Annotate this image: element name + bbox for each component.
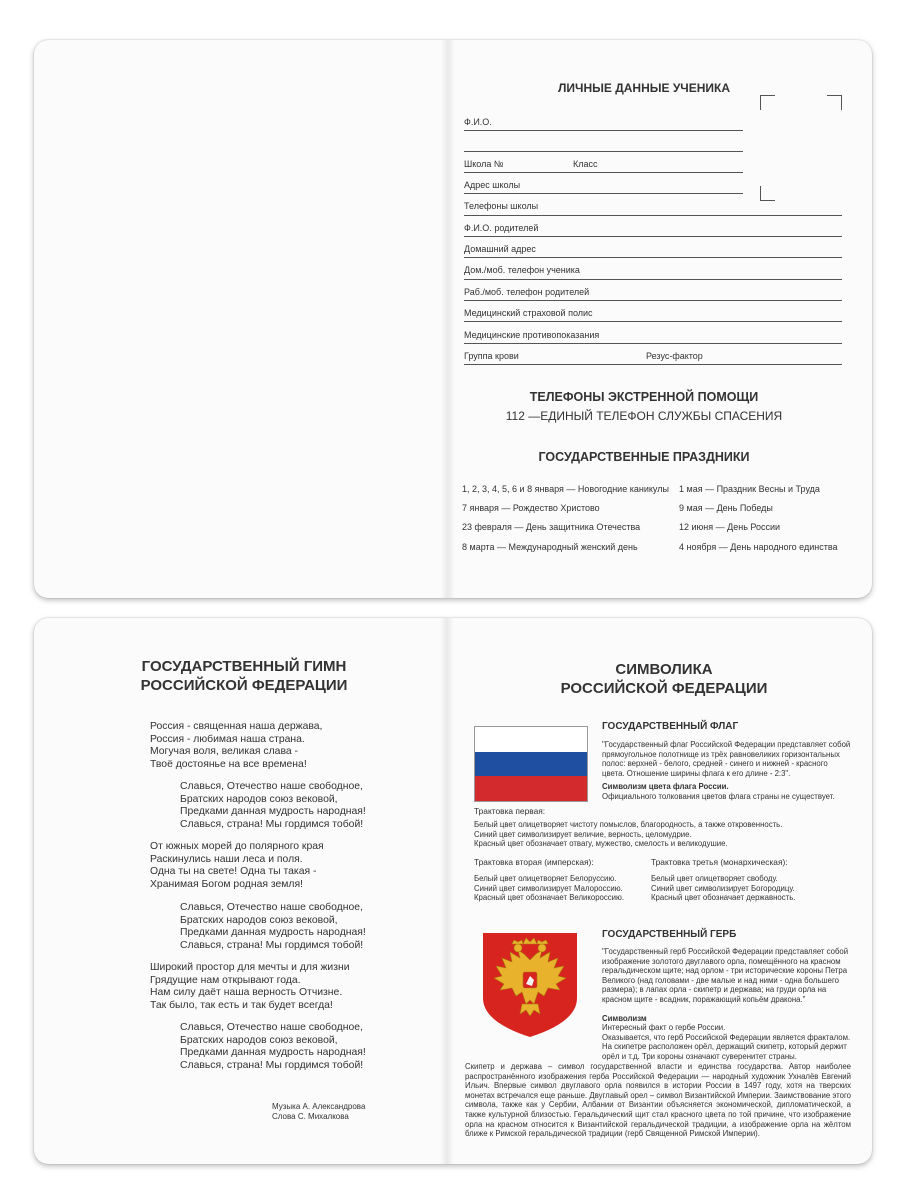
- coat-title: ГОСУДАРСТВЕННЫЙ ГЕРБ: [602, 929, 737, 940]
- flag-title: ГОСУДАРСТВЕННЫЙ ФЛАГ: [602, 721, 739, 732]
- flag-symbolism-title: Символизм цвета флага России.: [602, 782, 729, 791]
- field-insurance-label: Медицинский страховой полис: [464, 308, 593, 318]
- field-home-address-label: Домашний адрес: [464, 244, 536, 254]
- flag-interpretation-3-title: Трактовка третья (монархическая):: [651, 857, 788, 867]
- anthem-title-line1: ГОСУДАРСТВЕННЫЙ ГИМН: [141, 658, 347, 675]
- field-fio-label: Ф.И.О.: [464, 117, 492, 127]
- holiday-right-1: 1 мая — Праздник Весны и Труда: [679, 484, 820, 494]
- field-fio-line: [464, 130, 743, 131]
- holiday-left-1: 1, 2, 3, 4, 5, 6 и 8 января — Новогодние каникулы: [462, 484, 669, 494]
- anthem-verse-3: Широкий простор для мечты и для жизни Грядущие нам открывают года. Нам силу даёт наша верность Отчизне. Так было, так есть и так будет всегда!: [150, 962, 350, 1011]
- field-school-address-label: Адрес школы: [464, 180, 521, 190]
- field-contraindications-label: Медицинские противопоказания: [464, 330, 600, 340]
- field-school-phones-label: Телефоны школы: [464, 201, 539, 211]
- anthem-chorus-2: Славься, Отечество наше свободное, Братских народов союз вековой, Предками данная мудрость народная! Славься, страна! Мы гордимся тобой!: [180, 902, 366, 951]
- flag-interpretation-2-text: Белый цвет олицетворяет Белоруссию. Синий цвет символизирует Малороссию. Красный цвет обозначает Великороссию.: [474, 874, 625, 903]
- emergency-line: 112 —ЕДИНЫЙ ТЕЛЕФОН СЛУЖБЫ СПАСЕНИЯ: [505, 409, 783, 423]
- flag-interpretation-1-title: Трактовка первая:: [474, 806, 546, 816]
- coat-symbolism-title: Символизм: [602, 1014, 647, 1023]
- flag-interpretation-2-title: Трактовка вторая (имперская):: [474, 857, 594, 867]
- flag-description: "Государственный флаг Российской Федерации представляет собой прямоугольное полотнище из трёх равновеликих горизонтальных полос: верхней - белого, средней - синего и нижней - красного цвета. Отношение ширины флага к его длине - 2:3".: [602, 740, 851, 778]
- flag-symbolism-text: Официального толкования цветов флага страны не существует.: [602, 792, 835, 801]
- field-student-phone-line: [464, 279, 842, 280]
- emergency-title: ТЕЛЕФОНЫ ЭКСТРЕННОЙ ПОМОЩИ: [529, 390, 759, 404]
- photo-corner-bl: [760, 186, 775, 201]
- flag-white-stripe: [475, 727, 587, 752]
- holiday-left-3: 23 февраля — День защитника Отечества: [462, 522, 641, 532]
- spread-fold: [441, 40, 455, 598]
- holidays-title: ГОСУДАРСТВЕННЫЕ ПРАЗДНИКИ: [538, 450, 750, 464]
- holiday-right-2: 9 мая — День Победы: [679, 503, 773, 513]
- holiday-left-4: 8 марта — Международный женский день: [462, 542, 638, 552]
- field-contraindications-line: [464, 343, 842, 344]
- symbols-title-line2: РОССИЙСКОЙ ФЕДЕРАЦИИ: [560, 680, 768, 697]
- coat-symbolism-text: Интересный факт о гербе России. Оказывается, что герб Российской Федерации является фракталом. На скипетре расположен орёл, держащий скипетр, который держит орёл и т.д. Три короны означают суверенитет страны.: [602, 1023, 851, 1061]
- flag-blue-stripe: [475, 752, 587, 777]
- symbols-title-line1: СИМВОЛИКА: [615, 661, 713, 678]
- top-spread: [34, 40, 872, 598]
- bottom-spread: [34, 618, 872, 1164]
- anthem-title-line2: РОССИЙСКОЙ ФЕДЕРАЦИИ: [140, 677, 348, 694]
- holiday-right-3: 12 июня — День России: [679, 522, 781, 532]
- field-insurance-line: [464, 321, 842, 322]
- field-school-line: [464, 172, 743, 173]
- coat-history-text: Скипетр и держава – символ государственной власти и единства государства. Автор наиболее распространённого изображения герба Российской Федерации — народный художник Ухналёв Евгений Ильич. Впервые символ двуглавого орла появился в истории России в 1497 году, хотя на тверских монетах встречался еще раньше. Двуглавый орел – символ Византийской Империи. Заимствование этого символа, также как у Сербии, Албании от Византии объясняется экономической, дипломатической, а также культурной близостью. Геральдический щит стал красного цвета по той причине, что изображение орла на красном относится к Византийской геральдической традиции, а изображение орла на жёлтом ближе к Римской геральдической традиции (герб Священной Римской Империи).: [465, 1062, 851, 1139]
- spread-fold-bottom: [440, 618, 454, 1164]
- field-class-label: Класс: [573, 159, 598, 169]
- anthem-chorus-3: Славься, Отечество наше свободное, Братских народов союз вековой, Предками данная мудрость народная! Славься, страна! Мы гордимся тобой!: [180, 1022, 366, 1071]
- field-home-address-line: [464, 257, 842, 258]
- field-school-address-line: [464, 193, 743, 194]
- anthem-verse-2: От южных морей до полярного края Раскинулись наши леса и поля. Одна ты на свете! Одна ты такая - Хранимая Богом родная земля!: [150, 841, 324, 890]
- field-school-label: Школа №: [464, 159, 504, 169]
- photo-corner-tr: [827, 95, 842, 110]
- coat-of-arms-image: [480, 930, 580, 1040]
- flag-interpretation-3-text: Белый цвет олицетворяет свободу. Синий цвет символизирует Богородицу. Красный цвет обозначает державность.: [651, 874, 796, 903]
- russian-flag-image: [474, 726, 588, 802]
- field-blood-group-label: Группа крови: [464, 351, 519, 361]
- anthem-verse-1: Россия - священная наша держава, Россия - любимая наша страна. Могучая воля, великая слава - Твоё достоянье на все времена!: [150, 721, 323, 770]
- personal-data-title: ЛИЧНЫЕ ДАННЫЕ УЧЕНИКА: [557, 81, 731, 95]
- anthem-chorus-1: Славься, Отечество наше свободное, Братских народов союз вековой, Предками данная мудрость народная! Славься, страна! Мы гордимся тобой!: [180, 781, 366, 830]
- coat-description: "Государственный герб Российской Федерации представляет собой изображение золотого двуглавого орла, помещённого на красном геральдическом щите; над орлом - три исторические короны Петра Великого (над головами - две малые и над ними - одна большего размера); в лапах орла - скипетр и держава; на груди орла на красном щите - всадник, поражающий копьём дракона.": [602, 947, 849, 1004]
- field-parents-phone-line: [464, 300, 842, 301]
- anthem-credits: Музыка А. Александрова Слова С. Михалкова: [272, 1102, 366, 1121]
- flag-interpretation-1-text: Белый цвет олицетворяет чистоту помыслов, благородность, а также откровенность. Синий цвет символизирует величие, верность, целомудрие. Красный цвет обозначает отвагу, мужество, смелость и великодушие.: [474, 820, 783, 849]
- flag-red-stripe: [475, 776, 587, 801]
- field-student-phone-label: Дом./моб. телефон ученика: [464, 265, 580, 275]
- field-rh-factor-label: Резус-фактор: [646, 351, 703, 361]
- field-school-phones-line: [464, 215, 842, 216]
- holiday-right-4: 4 ноября — День народного единства: [679, 542, 838, 552]
- field-blood-line: [464, 364, 842, 365]
- field-parents-phone-label: Раб./моб. телефон родителей: [464, 287, 590, 297]
- field-parents-fio-line: [464, 236, 842, 237]
- field-fio-line-2: [464, 151, 743, 152]
- photo-corner-tl: [760, 95, 775, 110]
- holiday-left-2: 7 января — Рождество Христово: [462, 503, 600, 513]
- field-parents-fio-label: Ф.И.О. родителей: [464, 223, 539, 233]
